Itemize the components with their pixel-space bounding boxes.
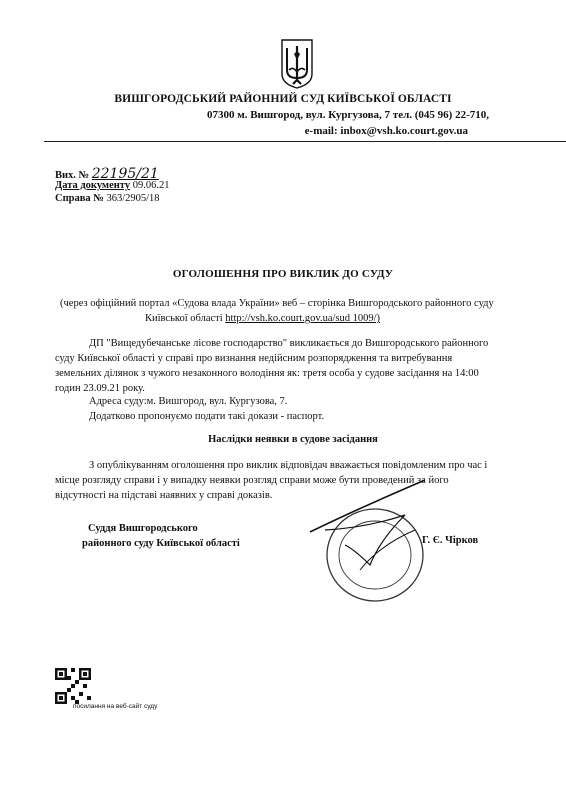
notice-title: ОГОЛОШЕННЯ ПРО ВИКЛИК ДО СУДУ (172, 268, 394, 280)
court-name: ВИШГОРОДСЬКИЙ РАЙОННИЙ СУД КИЇВСЬКОЇ ОБЛАСТІ (114, 93, 452, 105)
consequence-line: З опублікуванням оголошення про виклик відповідач вважається повідомленим про час і (89, 460, 488, 471)
consequence-line: відсутності на підставі наявних у справі доказів. (55, 490, 273, 501)
consequence-line: місце розгляду справи і у випадку неявки розгляд справи може бути проведений за його (55, 475, 449, 486)
court-email: e-mail: inbox@vsh.ko.court.gov.ua (304, 125, 468, 137)
document-date (55, 180, 169, 191)
portal-line-2-text: Київської області (145, 313, 226, 324)
body-line: суду Київської області у справі про визнання недійсним розпорядження та витребування (55, 353, 453, 364)
coat-of-arms-icon (279, 38, 315, 90)
court-website-link[interactable]: http://vsh.ko.court.gov.ua/sud 1009/) (225, 313, 381, 324)
consequences-heading: Наслідки неявки в судове засідання (208, 434, 378, 445)
court-seal-stamp-icon (285, 470, 445, 610)
document-date-label: Дата документу (55, 180, 131, 191)
evidence-request: Додатково пропонуємо подати такі докази - паспорт. (89, 411, 325, 422)
body-line: годин 23.09.21 року. (55, 383, 145, 394)
qr-caption: посилання на веб-сайт суду (73, 703, 158, 710)
judge-position-line-2: районного суду Київської області (82, 538, 240, 549)
case-number-value: 363/2905/18 (106, 193, 160, 204)
judge-position-line-1: Суддя Вишгородського (88, 523, 198, 534)
outgoing-number-label: Вих. № (55, 170, 90, 181)
portal-line-2 (145, 311, 545, 326)
case-number-label: Справа № (55, 193, 104, 204)
outgoing-number-value: 22195/21 (91, 166, 159, 182)
court-location: Адреса суду:м. Вишгород, вул. Кургузова, 7. (89, 396, 288, 407)
qr-code-icon[interactable] (55, 668, 91, 704)
court-address-line: 07300 м. Вишгород, вул. Кургузова, 7 тел. (045 96) 22-710, (206, 109, 489, 121)
portal-line-1: (через офіційний портал «Судова влада України» веб – сторінка Вишгородського районного суду (60, 298, 494, 309)
document-date-value: 09.06.21 (132, 180, 170, 191)
body-line: ДП "Вищедубечанське лісове господарство" викликається до Вишгородського районного (89, 338, 489, 349)
case-number (55, 193, 160, 204)
header-divider (44, 141, 566, 142)
notice-body (55, 336, 555, 396)
judge-name: Г. Є. Чірков (422, 535, 479, 546)
body-line: земельних ділянок з чужого незаконного володіння як: третя особа у судове засідання на 14:00 (55, 368, 479, 379)
